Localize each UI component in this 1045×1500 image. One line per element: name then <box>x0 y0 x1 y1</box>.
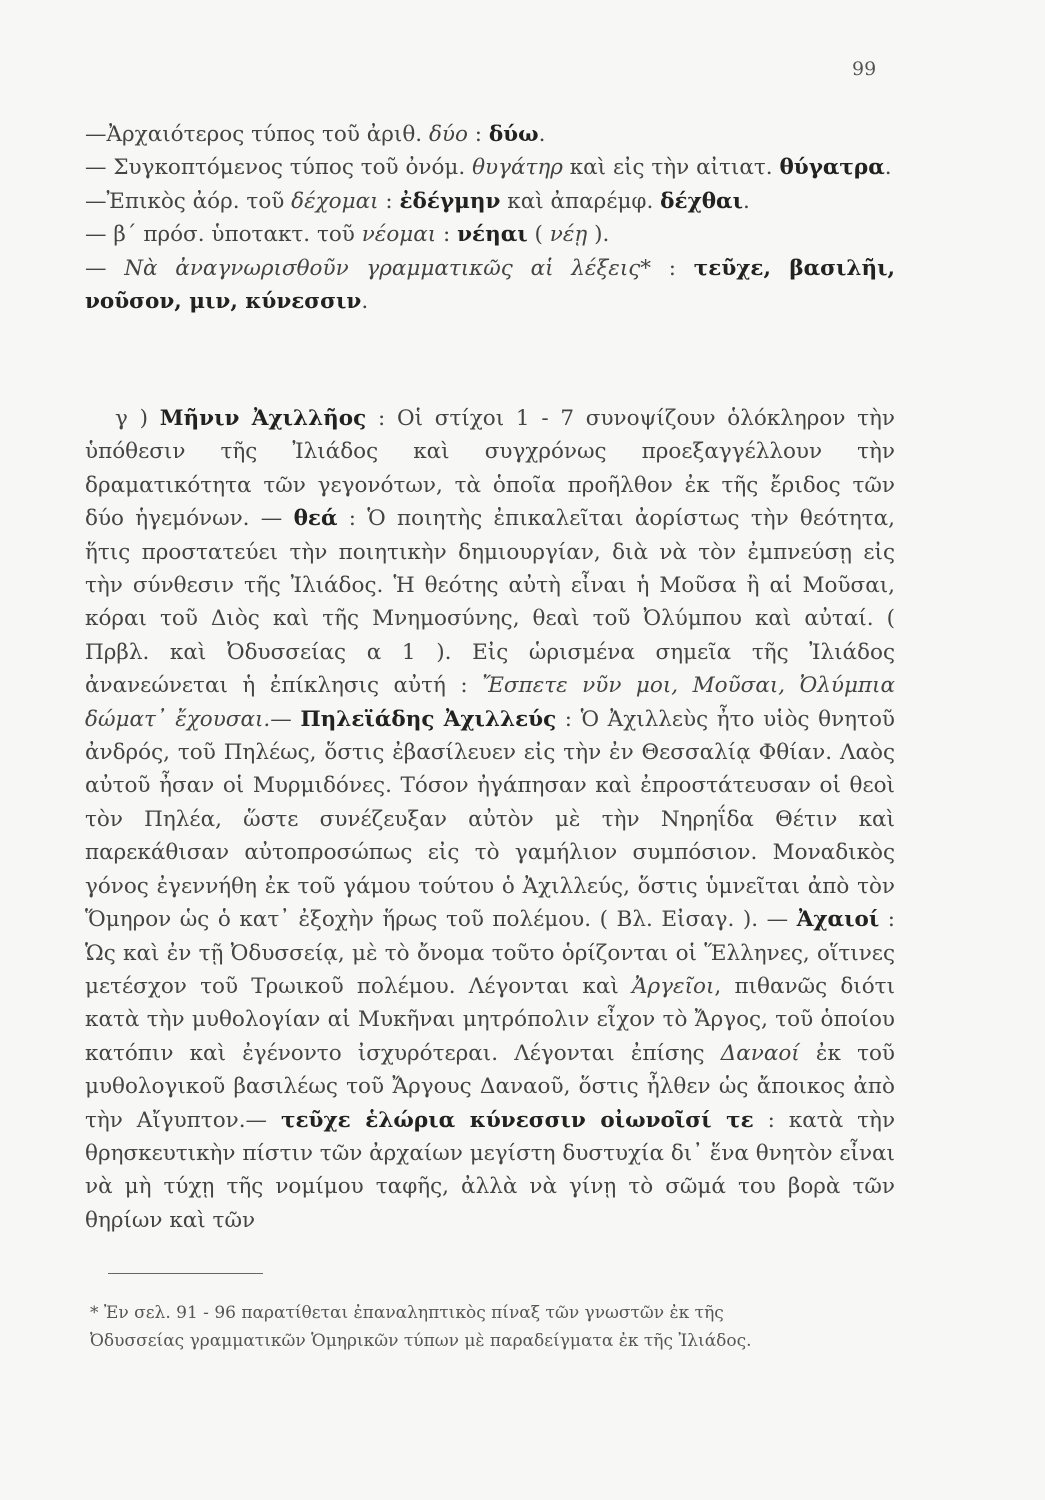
note-line: — β΄ πρόσ. ὑποτακτ. τοῦ νέομαι : νέηαι ( νέῃ ). <box>85 222 610 248</box>
lemma: τεῦχε ἑλώρια κύνεσσιν οἰωνοῖσί τε <box>281 1107 754 1133</box>
page-number: 99 <box>852 58 877 80</box>
commentary-paragraph: γ ) Μῆνιν Ἀχιλλῆος : Οἱ στίχοι 1 - 7 συνοψίζουν ὁλόκληρον τὴν ὑπόθεσιν τῆς Ἰλιάδος καὶ συγχρόνως προεξαγγέλλουν τὴν δραματικότητα τῶν γεγονότων, τὰ ὁποῖα προῆλθον ἐκ τῆς ἔριδος τῶν δύο ἡγεμόνων. — θεά : Ὁ ποιητὴς ἐπικαλεῖται ἀορίστως τὴν θεότητα, ἥτις προστατεύει τὴν ποιητικὴν δημιουργίαν, διὰ νὰ τὸν ἐμπνεύσῃ εἰς τὴν σύνθεσιν τῆς Ἰλιάδος. Ἡ θεότης αὐτὴ εἶναι ἡ Μοῦσα ἢ αἱ Μοῦσαι, κόραι τοῦ Διὸς καὶ τῆς Μνημοσύνης, θεαὶ τοῦ Ὀλύμπου καὶ αὐταί. ( Πρβλ. καὶ Ὀδυσσείας α 1 ). Εἰς ὡρισμένα σημεῖα τῆς Ἰλιάδος ἀνανεώνεται ἡ ἐπίκλησις αὐτή : Ἔσπετε νῦν μοι, Μοῦσαι, Ὀλύμπια δώματ᾽ ἔχουσαι.— Πηλεϊάδης Ἀχιλλεύς : Ὁ Ἀχιλλεὺς ἦτο υἱὸς θνητοῦ ἀνδρός, τοῦ Πηλέως, ὅστις ἐβασίλευεν εἰς τὴν ἐν Θεσσαλίᾳ Φθίαν. Λαὸς αὐτοῦ ἦσαν οἱ Μυρμιδόνες. Τόσον ἠγάπησαν καὶ ἐπροστάτευσαν οἱ θεοὶ τὸν Πηλέα, ὥστε συνέζευξαν αὐτὸν μὲ τὴν Νηρηΐδα Θέτιν καὶ παρεκάθισαν αὐτοπροσώπως εἰς τὸ γαμήλιον συμπόσιον. Μοναδικὸς γόνος ἐγεννήθη ἐκ τοῦ γάμου τούτου ὁ Ἀχιλλεύς, ὅστις ὑμνεῖται ἀπὸ τὸν Ὅμηρον ὡς ὁ κατ᾽ ἐξοχὴν ἥρως τοῦ πολέμου. ( Βλ. Εἰσαγ. ). — Ἀχαιοί : Ὡς καὶ ἐν τῇ Ὀδυσσείᾳ, μὲ τὸ ὄνομα τοῦτο ὁρίζονται οἱ Ἕλληνες, οἵτινες μετέσχον τοῦ Τρωικοῦ πολέμου. Λέγονται καὶ Ἀργεῖοι, πιθανῶς διότι κατὰ τὴν μυθολογίαν αἱ Μυκῆναι μητρόπολιν εἶχον τὸ Ἄργος, τοῦ ὁποίου κατόπιν καὶ ἐγένοντο ἰσχυρότεραι. Λέγονται ἐπίσης Δαναοί ἐκ τοῦ μυθολογικοῦ βασιλέως τοῦ Ἄργους Δαναοῦ, ὅστις ἦλθεν ὡς ἄποικος ἀπὸ τὴν Αἴγυπτον.— τεῦχε ἑλώρια κύνεσσιν οἰωνοῖσί τε : κατὰ τὴν θρησκευτικὴν πίστιν τῶν ἀρχαίων μεγίστη δυστυχία δι᾽ ἕνα θνητὸν εἶναι νὰ μὴ τύχῃ τῆς νομίμου ταφῆς, ἀλλὰ νὰ γίνῃ τὸ σῶμά του βορὰ τῶν θηρίων καὶ τῶν <box>85 406 896 1233</box>
note-line: — Συγκοπτόμενος τύπος τοῦ ὀνόμ. θυγάτηρ καὶ εἰς τὴν αἰτιατ. θύγατρα. <box>85 155 892 181</box>
footnote-line: Ὀδυσσείας γραμματικῶν Ὁμηρικῶν τύπων μὲ παραδείγματα ἐκ τῆς Ἰλιάδος. <box>90 1331 752 1351</box>
note-line: —Ἀρχαιότερος τύπος τοῦ ἀριθ. δύο : δύω. <box>85 122 546 147</box>
grammar-notes <box>85 118 895 318</box>
lemma: Μῆνιν Ἀχιλλῆος <box>159 406 367 431</box>
lemma: Πηλεϊάδης Ἀχιλλεύς <box>300 706 557 732</box>
note-line: —Ἐπικὸς ἀόρ. τοῦ δέχομαι : ἐδέγμην καὶ ἀπαρέμφ. δέχθαι. <box>85 188 750 214</box>
lemma: Ἀχαιοί <box>796 907 880 933</box>
quotation: Ἔσπετε νῦν μοι, Μοῦσαι, Ὀλύμπια δώματ᾽ ἔχουσαι. <box>85 673 896 732</box>
footnote <box>90 1299 890 1355</box>
footnote-line: * Ἐν σελ. 91 - 96 παρατίθεται ἐπαναληπτικὸς πίναξ τῶν γνωστῶν ἐκ τῆς <box>90 1303 724 1323</box>
footnote-divider <box>108 1273 263 1274</box>
note-line: — Νὰ ἀναγνωρισθοῦν γραμματικῶς αἱ λέξεις* : τεῦχε, βασιλῆι, νοῦσον, μιν, κύνεσσιν. <box>85 255 895 315</box>
lemma: θεά <box>293 506 338 532</box>
